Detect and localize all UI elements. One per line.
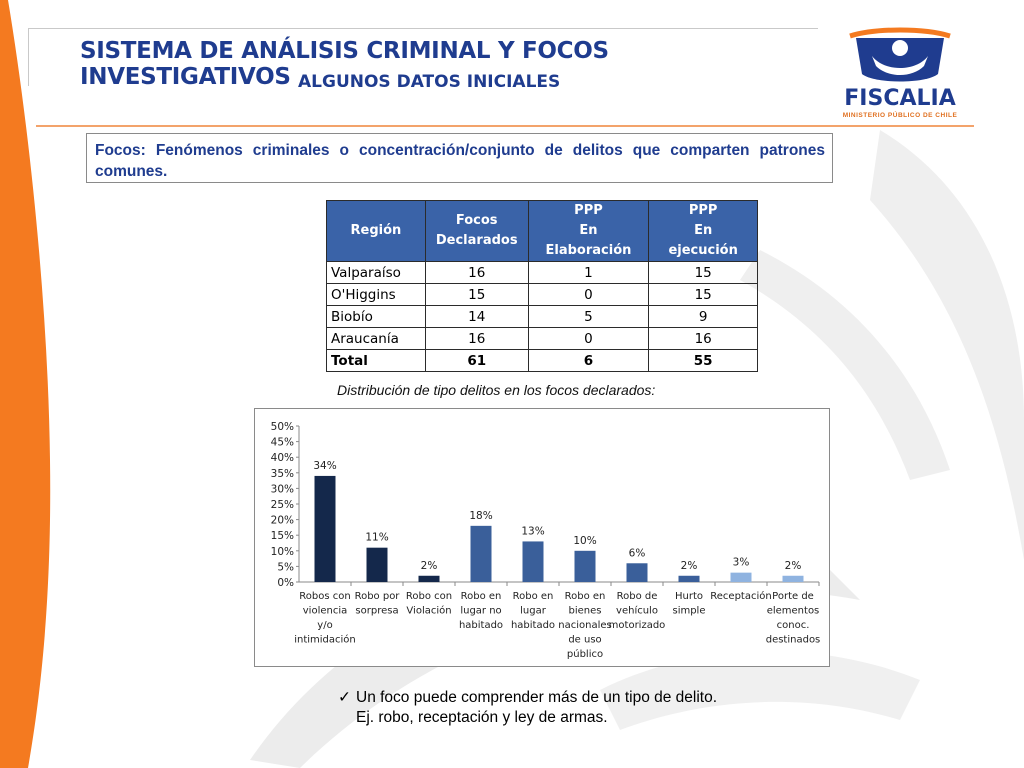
cell-ejecucion: 9: [649, 306, 758, 328]
title-divider: [36, 125, 974, 127]
bar-value-label: 34%: [313, 459, 337, 472]
x-category-label: lugar no: [460, 605, 502, 617]
bar-value-label: 13%: [521, 525, 545, 538]
x-category-label: de uso: [568, 634, 602, 646]
bar: [471, 526, 492, 582]
y-tick-label: 35%: [270, 467, 294, 480]
bar-chart-svg: [255, 409, 829, 666]
cell-elaboracion: 6: [528, 350, 649, 372]
bar: [627, 563, 648, 582]
cell-region: Valparaíso: [327, 262, 426, 284]
x-category-label: Robo de: [616, 591, 658, 602]
logo-wordmark: FISCALIA: [844, 86, 956, 111]
checkmark-icon: ✓: [338, 689, 351, 706]
table-row: [327, 284, 758, 306]
cell-focos: 14: [425, 306, 528, 328]
cell-elaboracion: 0: [528, 284, 649, 306]
x-category-label: nacionales: [558, 620, 612, 631]
x-category-label: habitado: [510, 620, 556, 631]
table-row: [327, 328, 758, 350]
bar-value-label: 2%: [784, 559, 802, 572]
header-region: Región: [327, 201, 426, 262]
focos-table: [326, 200, 758, 372]
table-header-row: [327, 201, 758, 262]
title-frame-top: [28, 28, 818, 29]
page-title: SISTEMA DE ANÁLISIS CRIMINAL Y FOCOS INVESTIGATIVOS: [80, 38, 609, 90]
bar-value-label: 2%: [680, 559, 698, 572]
x-category-label: público: [566, 649, 604, 660]
bar: [783, 576, 804, 582]
bar-value-label: 6%: [628, 547, 646, 560]
bar-value-label: 11%: [365, 531, 389, 544]
crime-distribution-chart: [254, 408, 830, 667]
y-tick-label: 20%: [270, 514, 294, 527]
cell-ejecucion: 55: [649, 350, 758, 372]
definition-box: Focos: Fenómenos criminales o concentración/conjunto de delitos que comparten patrones comunes.: [86, 133, 833, 183]
bar-value-label: 18%: [469, 509, 493, 522]
cell-elaboracion: 0: [528, 328, 649, 350]
x-category-label: lugar: [520, 605, 546, 617]
cell-region: Total: [327, 350, 426, 372]
page-subtitle: ALGUNOS DATOS INICIALES: [298, 72, 561, 92]
x-category-label: Robo en: [564, 591, 606, 602]
x-category-label: conoc.: [776, 620, 810, 631]
y-tick-label: 45%: [270, 436, 294, 449]
x-category-label: habitado: [458, 620, 504, 631]
x-category-label: Hurto: [674, 591, 704, 602]
cell-focos: 61: [425, 350, 528, 372]
note-block: [338, 688, 717, 728]
x-category-label: Receptación: [710, 591, 772, 602]
bar: [731, 573, 752, 582]
x-category-label: Robo en: [460, 591, 502, 602]
logo-tagline: MINISTERIO PÚBLICO DE CHILE: [842, 112, 958, 119]
x-category-label: simple: [672, 605, 706, 617]
x-category-label: Robo en: [512, 591, 554, 602]
x-category-label: vehículo: [616, 605, 658, 617]
bar: [679, 576, 700, 582]
chart-caption: Distribución de tipo delitos en los focos declarados:: [337, 382, 656, 398]
cell-focos: 15: [425, 284, 528, 306]
x-category-label: y/o: [317, 620, 333, 631]
cell-focos: 16: [425, 262, 528, 284]
x-category-label: motorizado: [608, 620, 666, 631]
fiscalia-emblem-icon: [826, 26, 974, 86]
x-category-label: destinados: [765, 634, 821, 646]
bar: [315, 476, 336, 582]
x-category-label: elementos: [766, 605, 820, 617]
y-tick-label: 0%: [277, 577, 294, 589]
title-frame-left: [28, 28, 29, 86]
cell-region: Araucanía: [327, 328, 426, 350]
table-row: [327, 306, 758, 328]
bar-value-label: 3%: [732, 556, 750, 569]
table-total-row: [327, 350, 758, 372]
cell-region: O'Higgins: [327, 284, 426, 306]
bar: [419, 576, 440, 582]
y-tick-label: 50%: [270, 421, 294, 433]
x-category-label: Porte de: [772, 591, 814, 602]
header-ppp-elaboracion: PPP En Elaboración: [528, 201, 649, 262]
y-tick-label: 40%: [270, 452, 294, 465]
fiscalia-logo: [826, 26, 974, 122]
x-category-label: sorpresa: [355, 605, 399, 617]
x-category-label: intimidación: [294, 634, 356, 646]
x-category-label: bienes: [568, 605, 602, 617]
cell-elaboracion: 1: [528, 262, 649, 284]
cell-ejecucion: 15: [649, 284, 758, 306]
cell-ejecucion: 16: [649, 328, 758, 350]
y-tick-label: 5%: [277, 561, 294, 574]
note-line-2: Ej. robo, receptación y ley de armas.: [356, 709, 608, 726]
x-category-label: Robos con: [299, 591, 351, 602]
cell-ejecucion: 15: [649, 262, 758, 284]
header-ppp-ejecucion: PPP En ejecución: [649, 201, 758, 262]
note-line-1: Un foco puede comprender más de un tipo de delito.: [356, 689, 718, 706]
y-tick-label: 25%: [270, 499, 294, 511]
bar-value-label: 10%: [573, 534, 597, 547]
bar: [523, 541, 544, 582]
cell-focos: 16: [425, 328, 528, 350]
x-category-label: Violación: [406, 605, 452, 617]
y-tick-label: 30%: [270, 483, 294, 496]
cell-region: Biobío: [327, 306, 426, 328]
table-row: [327, 262, 758, 284]
x-category-label: Robo con: [405, 591, 453, 602]
y-tick-label: 15%: [270, 530, 294, 543]
bar: [367, 548, 388, 582]
y-tick-label: 10%: [270, 545, 294, 558]
bar-value-label: 2%: [420, 559, 438, 572]
x-category-label: Robo por: [354, 591, 400, 602]
bar: [575, 551, 596, 582]
header-focos: Focos Declarados: [425, 201, 528, 262]
x-category-label: violencia: [302, 605, 348, 617]
cell-elaboracion: 5: [528, 306, 649, 328]
